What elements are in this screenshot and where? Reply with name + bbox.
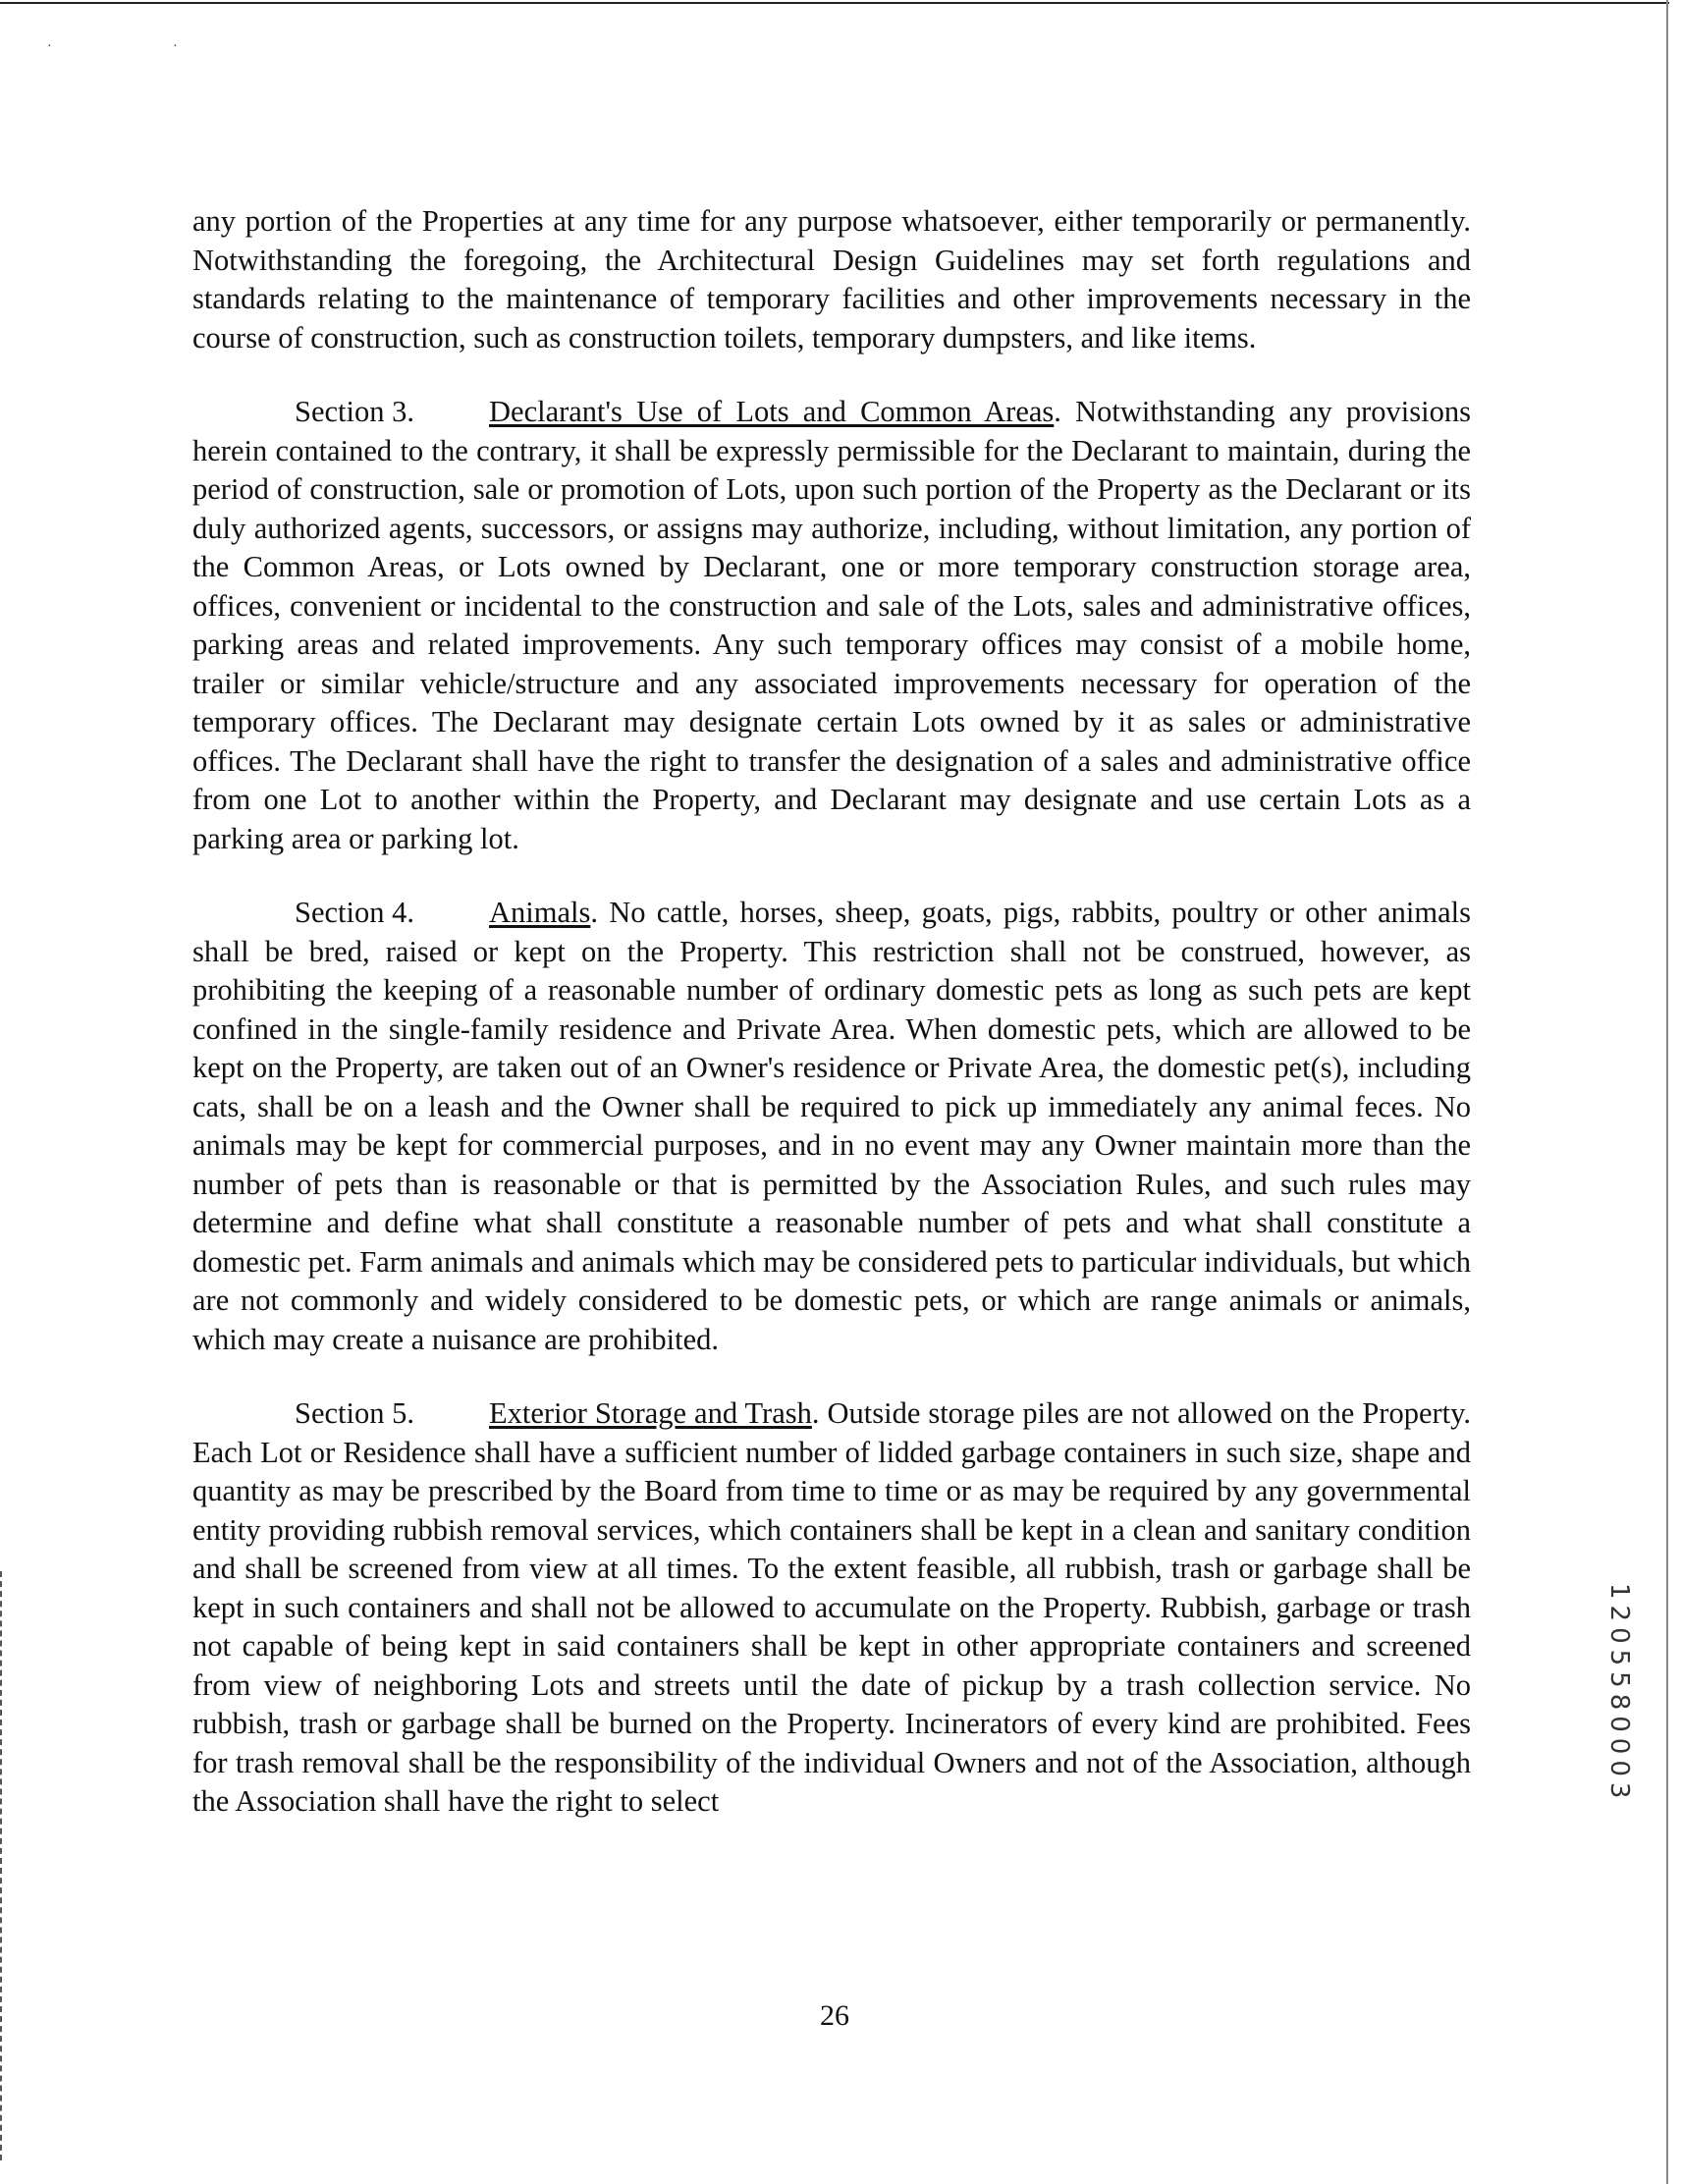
section-5: Section 5. Exterior Storage and Trash. Outside storage piles are not allowed on the Property. Each Lot or Residence shall have a sufficient number of lidded garbage containers in such size, shape and quantity as may be prescribed by the Board from time to time or as may be required by any governmental entity providing rubbish removal services, which containers shall be kept in a clean and sanitary condition and shall be screened from view at all times. To the extent feasible, all rubbish, trash or garbage shall be kept in such containers and shall not be allowed to accumulate on the Property. Rubbish, garbage or trash not capable of being kept in said containers shall be kept in other appropriate containers and screened from view of neighboring Lots and streets until the date of pickup by a trash collection service. No rubbish, trash or garbage shall be burned on the Property. Incinerators of every kind are prohibited. Fees for trash removal shall be the responsibility of the individual Owners and not of the Association, although the Association shall have the right to select: [192, 1396, 1472, 1818]
page-number: 26: [820, 1999, 849, 2032]
section-label: Section 5.: [295, 1396, 414, 1430]
paragraph-continued: [192, 202, 1471, 357]
document-body: [192, 202, 1471, 1857]
section-3: Section 3. Declarant's Use of Lots and Common Areas. Notwithstanding any provisions herein contained to the contrary, it shall be expressly permissible for the Declarant to maintain, during the period of construction, sale or promotion of Lots, upon such portion of the Property as the Declarant or its duly authorized agents, successors, or assigns may authorize, including, without limitation, any portion of the Common Areas, or Lots owned by Declarant, one or more temporary construction storage area, offices, convenient or incidental to the construction and sale of the Lots, sales and administrative offices, parking areas and related improvements. Any such temporary offices may consist of a mobile home, trailer or similar vehicle/structure and any associated improvements necessary for operation of the temporary offices. The Declarant may designate certain Lots owned by it as sales or administrative offices. The Declarant shall have the right to transfer the designation of a sales and administrative office from one Lot to another within the Property, and Declarant may designate and use certain Lots as a parking area or parking lot.: [192, 395, 1471, 855]
section-body: Notwithstanding any provisions herein contained to the contrary, it shall be expressly permissible for the Declarant to maintain, during the period of construction, sale or promotion of Lots, upon such portion of the Property as the Declarant or its duly authorized agents, successors, or assigns may authorize, including, without limitation, any portion of the Common Areas, or Lots owned by Declarant, one or more temporary construction storage area, offices, convenient or incidental to the construction and sale of the Lots, sales and administrative offices, parking areas and related improvements. Any such temporary offices may consist of a mobile home, trailer or similar vehicle/structure and any associated improvements necessary for operation of the temporary offices. The Declarant may designate certain Lots owned by it as sales or administrative offices. The Declarant shall have the right to transfer the designation of a sales and administrative office from one Lot to another within the Property, and Declarant may designate and use certain Lots as a parking area or parking lot.: [192, 395, 1471, 855]
scan-specks: · ·: [47, 39, 237, 54]
top-scan-edge: [0, 2, 1669, 4]
left-scan-marks: [0, 1571, 5, 2160]
recording-stamp: 1205580003: [1604, 1583, 1634, 1805]
right-scan-edge: [1666, 0, 1668, 2184]
section-label: Section 3.: [295, 395, 414, 428]
section-body: No cattle, horses, sheep, goats, pigs, rabbits, poultry or other animals shall be bred, raised or kept on the Property. This restriction shall not be construed, however, as prohibiting the keeping of a reasonable number of ordinary domestic pets as long as such pets are kept confined in the single-family residence and Private Area. When domestic pets, which are allowed to be kept on the Property, are taken out of an Owner's residence or Private Area, the domestic pet(s), including cats, shall be on a leash and the Owner shall be required to pick up immediately any animal feces. No animals may be kept for commercial purposes, and in no event may any Owner maintain more than the number of pets than is reasonable or that is permitted by the Association Rules, and such rules may determine and define what shall constitute a reasonable number of pets and what shall constitute a domestic pet. Farm animals and animals which may be considered pets to particular individuals, but which are not commonly and widely considered to be domestic pets, or which are range animals or animals, which may create a nuisance are prohibited.: [192, 896, 1472, 1356]
section-title: Declarant's Use of Lots and Common Areas: [489, 395, 1055, 428]
section-label: Section 4.: [295, 896, 414, 929]
section-body: Outside storage piles are not allowed on the Property. Each Lot or Residence shall have a sufficient number of lidded garbage containers in such size, shape and quantity as may be prescribed by the Board from time to time or as may be required by any governmental entity providing rubbish removal services, which containers shall be kept in a clean and sanitary condition and shall be screened from view at all times. To the extent feasible, all rubbish, trash or garbage shall be kept in such containers and shall not be allowed to accumulate on the Property. Rubbish, garbage or trash not capable of being kept in said containers shall be kept in other appropriate containers and screened from view of neighboring Lots and streets until the date of pickup by a trash collection service. No rubbish, trash or garbage shall be burned on the Property. Incinerators of every kind are prohibited. Fees for trash removal shall be the responsibility of the individual Owners and not of the Association, although the Association shall have the right to select: [192, 1396, 1472, 1818]
section-title: Animals: [489, 896, 591, 929]
section-4: Section 4. Animals. No cattle, horses, sheep, goats, pigs, rabbits, poultry or other animals shall be bred, raised or kept on the Property. This restriction shall not be construed, however, as prohibiting the keeping of a reasonable number of ordinary domestic pets as long as such pets are kept confined in the single-family residence and Private Area. When domestic pets, which are allowed to be kept on the Property, are taken out of an Owner's residence or Private Area, the domestic pet(s), including cats, shall be on a leash and the Owner shall be required to pick up immediately any animal feces. No animals may be kept for commercial purposes, and in no event may any Owner maintain more than the number of pets than is reasonable or that is permitted by the Association Rules, and such rules may determine and define what shall constitute a reasonable number of pets and what shall constitute a domestic pet. Farm animals and animals which may be considered pets to particular individuals, but which are not commonly and widely considered to be domestic pets, or which are range animals or animals, which may create a nuisance are prohibited.: [192, 896, 1472, 1356]
paragraph-text: any portion of the Properties at any time for any purpose whatsoever, either temporarily or permanently. Notwithstanding the foregoing, the Architectural Design Guidelines may set forth regulations and standards relating to the maintenance of temporary facilities and other improvements necessary in the course of construction, such as construction toilets, temporary dumpsters, and like items.: [192, 204, 1471, 355]
section-title: Exterior Storage and Trash: [489, 1396, 812, 1430]
